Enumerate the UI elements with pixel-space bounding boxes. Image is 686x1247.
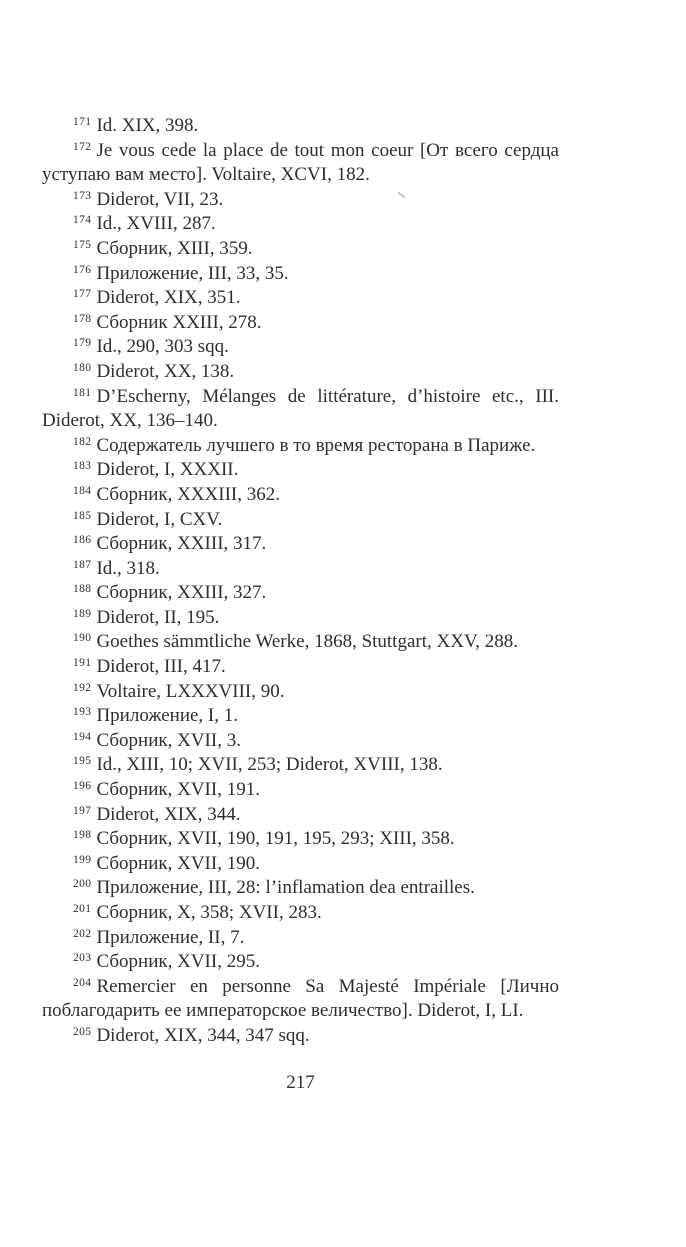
footnote-item bbox=[42, 606, 559, 631]
footnote-number: 188 bbox=[73, 583, 92, 596]
footnote-text: Diderot, II, 195. bbox=[96, 606, 220, 628]
footnote-number: 205 bbox=[73, 1025, 92, 1038]
footnote-number: 187 bbox=[73, 558, 92, 571]
footnote-text: Goethes sämmtliche Werke, 1868, Stuttgart, XXV, 288. bbox=[96, 631, 518, 653]
footnote-item bbox=[42, 139, 559, 188]
footnote-text: Diderot, I, XXXII. bbox=[96, 459, 239, 481]
footnote-text: Diderot, XIX, 344. bbox=[96, 803, 241, 825]
footnote-item bbox=[42, 581, 559, 606]
footnotes-section bbox=[42, 114, 559, 1049]
footnote-item bbox=[42, 532, 559, 557]
footnote-text: Id., XVIII, 287. bbox=[96, 213, 216, 235]
footnote-number: 174 bbox=[73, 214, 92, 227]
footnote-number: 192 bbox=[73, 681, 92, 694]
footnote-text: Id. XIX, 398. bbox=[96, 115, 199, 136]
footnote-number: 204 bbox=[73, 976, 92, 989]
footnote-item bbox=[42, 901, 559, 926]
footnote-item bbox=[42, 926, 559, 951]
footnote-number: 198 bbox=[73, 829, 92, 842]
footnote-item bbox=[42, 385, 559, 434]
footnote-number: 190 bbox=[73, 632, 92, 645]
footnote-text: Сборник, XIII, 359. bbox=[96, 237, 253, 259]
footnote-number: 201 bbox=[73, 903, 92, 915]
footnote-text: Diderot, XIX, 344, 347 sqq. bbox=[96, 1024, 310, 1046]
footnote-number: 180 bbox=[73, 361, 92, 374]
footnote-number: 200 bbox=[73, 878, 92, 891]
footnote-item bbox=[42, 680, 559, 705]
footnote-item bbox=[42, 360, 559, 385]
footnote-text: Приложение, III, 33, 35. bbox=[96, 262, 289, 284]
footnote-item bbox=[42, 950, 559, 975]
footnote-item bbox=[42, 1024, 559, 1049]
footnote-text: Diderot, III, 417. bbox=[96, 656, 226, 678]
footnote-number: 185 bbox=[73, 509, 92, 522]
footnote-number: 171 bbox=[73, 116, 92, 128]
footnote-text: Сборник, XVII, 191. bbox=[96, 779, 260, 801]
footnote-text: Содержатель лучшего в то время ресторана в Париже. bbox=[96, 434, 536, 456]
footnote-item bbox=[42, 975, 559, 1024]
footnote-number: 191 bbox=[73, 657, 92, 670]
footnote-item bbox=[42, 262, 559, 287]
footnote-item bbox=[42, 729, 559, 754]
footnote-item bbox=[42, 803, 559, 828]
footnote-number: 172 bbox=[73, 140, 92, 153]
footnote-text: Id., 318. bbox=[96, 557, 160, 579]
footnote-number: 173 bbox=[73, 189, 92, 202]
footnote-number: 178 bbox=[73, 312, 92, 325]
footnote-number: 195 bbox=[73, 755, 92, 768]
footnote-text: Сборник XXIII, 278. bbox=[96, 311, 262, 333]
footnote-item bbox=[42, 508, 559, 533]
footnote-number: 175 bbox=[73, 238, 92, 251]
footnote-number: 179 bbox=[73, 337, 92, 350]
footnote-text: Voltaire, LXXXVIII, 90. bbox=[96, 680, 285, 702]
footnote-text: Приложение, I, 1. bbox=[96, 705, 239, 727]
footnote-number: 184 bbox=[73, 484, 92, 497]
footnote-text: Сборник, XVII, 190, 191, 195, 293; XIII, 358. bbox=[96, 828, 455, 850]
footnote-text: Diderot, I, CXV. bbox=[96, 508, 223, 530]
footnote-item bbox=[42, 212, 559, 237]
footnote-item bbox=[42, 778, 559, 803]
footnote-item bbox=[42, 458, 559, 483]
footnote-number: 182 bbox=[73, 435, 92, 448]
footnote-text: Id., XIII, 10; XVII, 253; Diderot, XVIII, 138. bbox=[96, 754, 443, 776]
footnote-number: 203 bbox=[73, 952, 92, 965]
footnote-text: D’Escherny, Mélanges de littérature, d’histoire etc., III. Diderot, XX, 136–140. bbox=[42, 385, 559, 432]
footnote-text: Diderot, XX, 138. bbox=[96, 360, 235, 382]
footnote-number: 194 bbox=[73, 730, 92, 743]
footnote-text: Diderot, VII, 23. bbox=[96, 188, 224, 210]
footnote-text: Сборник, XXIII, 317. bbox=[96, 533, 267, 555]
footnote-text: Приложение, II, 7. bbox=[96, 926, 245, 948]
footnote-number: 189 bbox=[73, 607, 92, 620]
footnote-text: Сборник, XXXIII, 362. bbox=[96, 483, 280, 505]
footnote-item bbox=[42, 630, 559, 655]
footnote-text: Сборник, XVII, 3. bbox=[96, 729, 241, 751]
footnote-item bbox=[42, 483, 559, 508]
footnote-number: 183 bbox=[73, 460, 92, 473]
footnote-number: 177 bbox=[73, 288, 92, 301]
footnote-item bbox=[42, 557, 559, 582]
footnote-item bbox=[42, 188, 559, 213]
footnote-number: 186 bbox=[73, 534, 92, 547]
footnote-number: 197 bbox=[73, 804, 92, 817]
footnote-text: Remercier en personne Sa Majesté Impériale [Лично поблагодарить ее императорское величество]. Diderot, I, LI. bbox=[42, 975, 559, 1022]
footnote-item bbox=[42, 434, 559, 459]
footnote-number: 181 bbox=[73, 386, 92, 399]
footnote-item bbox=[42, 237, 559, 262]
footnote-item bbox=[42, 286, 559, 311]
footnote-item bbox=[42, 704, 559, 729]
footnote-text: Сборник, X, 358; XVII, 283. bbox=[96, 902, 322, 923]
footnote-text: Приложение, III, 28: l’inflamation dea entrailles. bbox=[96, 877, 475, 899]
footnote-text: Сборник, XVII, 295. bbox=[96, 951, 260, 973]
footnote-text: Diderot, XIX, 351. bbox=[96, 287, 241, 309]
footnote-item bbox=[42, 852, 559, 877]
footnote-item bbox=[42, 827, 559, 852]
footnote-item bbox=[42, 753, 559, 778]
footnote-text: Сборник, XVII, 190. bbox=[96, 852, 260, 874]
footnote-number: 193 bbox=[73, 706, 92, 719]
footnote-number: 176 bbox=[73, 263, 92, 276]
footnote-number: 202 bbox=[73, 927, 92, 940]
footnote-item bbox=[42, 114, 559, 139]
footnote-number: 199 bbox=[73, 853, 92, 866]
page-number: 217 bbox=[286, 1072, 315, 1093]
footnote-item bbox=[42, 876, 559, 901]
footnote-item bbox=[42, 311, 559, 336]
footnote-text: Je vous cede la place de tout mon coeur [От всего сердца уступаю вам место]. Voltaire, XCVI, 182. bbox=[42, 139, 559, 186]
footnote-item bbox=[42, 335, 559, 360]
footnote-item bbox=[42, 655, 559, 680]
footnote-text: Id., 290, 303 sqq. bbox=[96, 336, 229, 358]
footnote-text: Сборник, XXIII, 327. bbox=[96, 582, 267, 604]
footnote-number: 196 bbox=[73, 780, 92, 793]
